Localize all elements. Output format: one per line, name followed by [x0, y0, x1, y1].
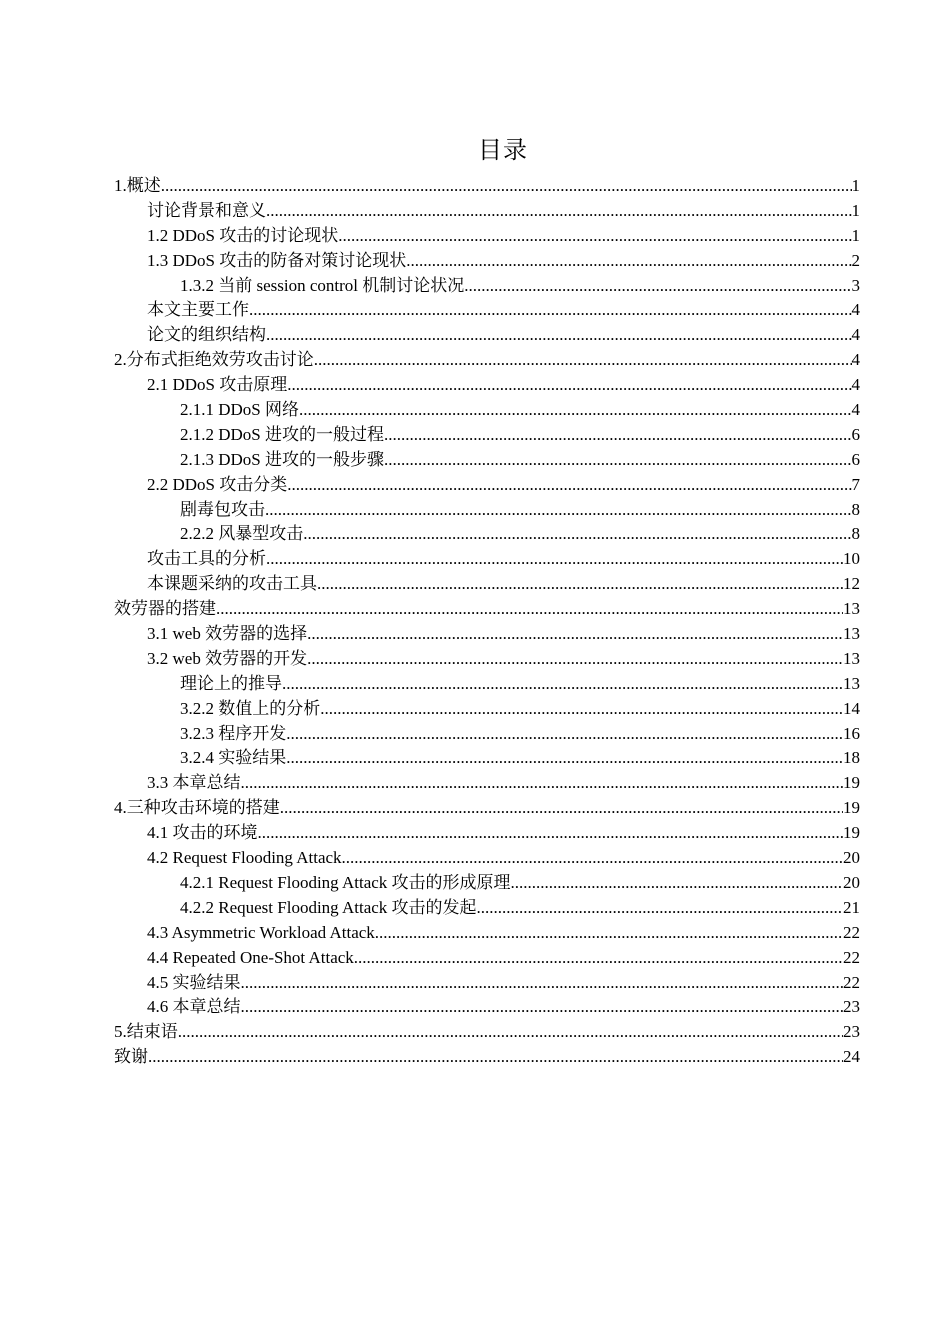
toc-dot-leader [384, 448, 851, 473]
toc-dot-leader [286, 746, 843, 771]
toc-entry-text: 3.2 web 效劳器的开发 [147, 648, 308, 668]
toc-dot-leader [307, 622, 843, 647]
toc-entry-page-number: 23 [843, 997, 860, 1017]
toc-entry-text: 理论上的推导 [180, 673, 282, 693]
toc-dot-leader [241, 771, 844, 796]
toc-entry[interactable] [114, 448, 860, 473]
toc-entry[interactable] [114, 298, 860, 323]
toc-entry[interactable] [114, 572, 860, 597]
toc-entry-text: 效劳器的搭建 [114, 599, 216, 619]
toc-entry-page-number: 23 [843, 1022, 860, 1042]
toc-dot-leader [375, 921, 843, 946]
toc-entry[interactable] [114, 348, 860, 373]
toc-entry-text: 4.2.1 Request Flooding Attack 攻击的形成原理 [180, 872, 511, 892]
toc-entry[interactable] [114, 647, 860, 672]
toc-entry-text: 3.1 web 效劳器的选择 [147, 624, 308, 644]
toc-entry[interactable] [114, 821, 860, 846]
toc-entry-page-number: 3 [851, 275, 860, 295]
toc-dot-leader [511, 871, 843, 896]
toc-entry-page-number: 22 [843, 922, 860, 942]
toc-entry-text: 4.2 Request Flooding Attack [147, 848, 342, 868]
toc-dot-leader [303, 522, 851, 547]
toc-entry-page-number: 6 [851, 424, 860, 444]
toc-entry[interactable] [114, 1020, 860, 1045]
toc-entry-text: 1.3.2 当前 session control 机制讨论状况 [180, 275, 465, 295]
toc-entry[interactable] [114, 423, 860, 448]
toc-entry-page-number: 7 [851, 474, 860, 494]
toc-entry-page-number: 20 [843, 872, 860, 892]
toc-entry-page-number: 8 [851, 524, 860, 544]
toc-entry[interactable] [114, 871, 860, 896]
toc-entry-page-number: 4 [851, 375, 860, 395]
toc-entry[interactable] [114, 199, 860, 224]
toc-dot-leader [161, 174, 852, 199]
toc-entry-text: 3.3 本章总结 [147, 773, 241, 793]
toc-entry[interactable] [114, 522, 860, 547]
toc-dot-leader [216, 597, 843, 622]
toc-entry-text: 剧毒包攻击 [180, 499, 265, 519]
toc-entry-page-number: 24 [843, 1047, 860, 1067]
toc-entry-text: 攻击工具的分析 [147, 549, 266, 569]
toc-dot-leader [265, 498, 852, 523]
toc-entry[interactable] [114, 722, 860, 747]
toc-list [114, 174, 860, 1070]
toc-entry-page-number: 13 [843, 648, 860, 668]
toc-entry-text: 4.2.2 Request Flooding Attack 攻击的发起 [180, 897, 477, 917]
toc-dot-leader [282, 672, 843, 697]
toc-entry-page-number: 1 [851, 176, 860, 195]
toc-entry[interactable] [114, 846, 860, 871]
toc-entry[interactable] [114, 547, 860, 572]
toc-dot-leader [241, 971, 844, 996]
toc-entry-page-number: 12 [843, 574, 860, 594]
toc-entry-page-number: 2 [851, 250, 860, 270]
toc-dot-leader [384, 423, 851, 448]
toc-entry-page-number: 19 [843, 773, 860, 793]
toc-entry-text: 4.三种攻击环境的搭建 [114, 798, 280, 818]
toc-entry-page-number: 19 [843, 798, 860, 818]
toc-entry[interactable] [114, 473, 860, 498]
toc-entry-text: 2.2.2 风暴型攻击 [180, 524, 304, 544]
toc-entry-text: 2.1.3 DDoS 进攻的一般步骤 [180, 449, 385, 469]
toc-dot-leader [307, 647, 843, 672]
toc-entry[interactable] [114, 498, 860, 523]
toc-entry-page-number: 20 [843, 848, 860, 868]
toc-entry[interactable] [114, 672, 860, 697]
toc-dot-leader [464, 274, 851, 299]
toc-entry-page-number: 4 [851, 350, 860, 370]
toc-entry-text: 3.2.2 数值上的分析 [180, 698, 321, 718]
toc-dot-leader [286, 722, 843, 747]
toc-dot-leader [314, 348, 852, 373]
toc-entry-page-number: 1 [851, 200, 860, 220]
toc-entry[interactable] [114, 771, 860, 796]
toc-dot-leader [354, 946, 843, 971]
toc-entry[interactable] [114, 697, 860, 722]
toc-entry[interactable] [114, 921, 860, 946]
toc-entry-page-number: 4 [851, 300, 860, 320]
toc-dot-leader [241, 995, 844, 1020]
toc-entry-text: 1.3 DDoS 攻击的防备对策讨论现状 [147, 250, 407, 270]
toc-entry[interactable] [114, 597, 860, 622]
toc-entry[interactable] [114, 1045, 860, 1070]
toc-dot-leader [287, 473, 851, 498]
toc-entry-text: 4.5 实验结果 [147, 972, 241, 992]
toc-dot-leader [258, 821, 844, 846]
toc-entry-page-number: 22 [843, 947, 860, 967]
toc-entry-page-number: 6 [851, 449, 860, 469]
toc-dot-leader [249, 298, 852, 323]
toc-entry-page-number: 14 [843, 698, 860, 718]
toc-entry-text: 2.2 DDoS 攻击分类 [147, 474, 288, 494]
toc-entry[interactable] [114, 323, 860, 348]
toc-entry[interactable] [114, 224, 860, 249]
toc-entry[interactable] [114, 995, 860, 1020]
toc-entry-text: 2.1.2 DDoS 进攻的一般过程 [180, 424, 385, 444]
toc-entry[interactable] [114, 946, 860, 971]
toc-dot-leader [266, 323, 852, 348]
toc-entry-text: 4.3 Asymmetric Workload Attack [147, 922, 375, 942]
toc-dot-leader [317, 572, 843, 597]
toc-entry-text: 2.1 DDoS 攻击原理 [147, 375, 288, 395]
toc-entry[interactable] [114, 174, 860, 199]
toc-entry-text: 论文的组织结构 [147, 325, 266, 345]
toc-entry-page-number: 1 [851, 225, 860, 245]
toc-entry[interactable] [114, 249, 860, 274]
toc-entry-page-number: 21 [843, 897, 860, 917]
toc-dot-leader [178, 1020, 843, 1045]
toc-dot-leader [338, 224, 851, 249]
toc-entry-text: 讨论背景和意义 [147, 200, 266, 220]
toc-dot-leader [406, 249, 851, 274]
toc-entry[interactable] [114, 746, 860, 771]
toc-dot-leader [299, 398, 851, 423]
toc-entry-text: 3.2.3 程序开发 [180, 723, 287, 743]
toc-entry-text: 4.6 本章总结 [147, 997, 241, 1017]
toc-title: 目录 [478, 136, 528, 164]
toc-entry-page-number: 8 [851, 499, 860, 519]
toc-entry-text: 4.4 Repeated One-Shot Attack [147, 947, 354, 967]
toc-entry-page-number: 4 [851, 400, 860, 420]
toc-entry[interactable] [114, 398, 860, 423]
toc-entry-text: 3.2.4 实验结果 [180, 748, 287, 768]
toc-entry-page-number: 13 [843, 624, 860, 644]
toc-entry[interactable] [114, 373, 860, 398]
toc-dot-leader [280, 796, 843, 821]
toc-dot-leader [266, 199, 852, 224]
toc-entry-page-number: 19 [843, 823, 860, 843]
toc-dot-leader [477, 896, 843, 921]
toc-entry-text: 本文主要工作 [147, 300, 249, 320]
toc-entry-text: 致谢 [114, 1047, 148, 1067]
toc-entry-page-number: 18 [843, 748, 860, 768]
toc-entry-page-number: 22 [843, 972, 860, 992]
toc-dot-leader [342, 846, 843, 871]
toc-entry-text: 4.1 攻击的环境 [147, 823, 258, 843]
toc-entry-page-number: 4 [851, 325, 860, 345]
toc-dot-leader [266, 547, 843, 572]
toc-entry[interactable] [114, 274, 860, 299]
toc-entry-text: 2.1.1 DDoS 网络 [180, 400, 300, 420]
toc-entry-text: 1.2 DDoS 攻击的讨论现状 [147, 225, 339, 245]
toc-entry-text: 本课题采纳的攻击工具 [147, 574, 317, 594]
toc-entry-page-number: 13 [843, 599, 860, 619]
toc-entry-text: 2.分布式拒绝效劳攻击讨论 [114, 350, 314, 370]
toc-entry-page-number: 16 [843, 723, 860, 743]
toc-entry[interactable] [114, 896, 860, 921]
toc-entry-text: 1.概述 [114, 176, 161, 195]
toc-entry[interactable] [114, 971, 860, 996]
toc-entry-page-number: 13 [843, 673, 860, 693]
toc-entry-text: 5.结束语 [114, 1022, 178, 1042]
toc-dot-leader [320, 697, 843, 722]
toc-dot-leader [148, 1045, 843, 1070]
toc-entry[interactable] [114, 622, 860, 647]
toc-entry[interactable] [114, 796, 860, 821]
toc-entry-page-number: 10 [843, 549, 860, 569]
toc-dot-leader [287, 373, 851, 398]
